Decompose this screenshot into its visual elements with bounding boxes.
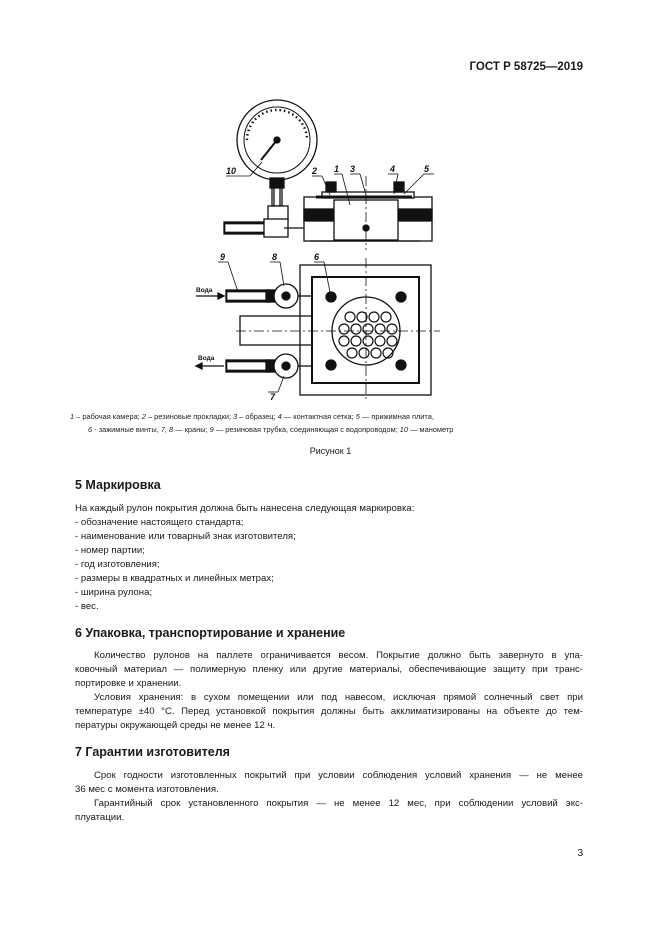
figure-title: Рисунок 1 [309,446,352,456]
section-6-line: пературы окружающей среды не менее 12 ч. [75,720,276,731]
section-5-line: - вес. [75,601,99,612]
label-3: 3 [350,164,356,174]
label-6: 6 [314,252,320,262]
section-5-line: На каждый рулон покрытия должна быть нанесена следующая маркировка: [75,503,415,514]
label-1: 1 [334,164,340,174]
label-7: 7 [270,392,276,402]
section-7-line: Гарантийный срок установленного покрытия — не менее 12 мес, при соблюдении условий экс- [94,798,583,809]
figure-legend-line-2: 6 - зажимные винты, 7, 8 — краны; 9 — резиновая трубка, соединяющая с водопроводом; 10 — манометр [88,425,454,434]
section-6-line: Условия хранения: в сухом помещении или под навесом, исключая прямой солнечный свет при [94,692,583,703]
apparatus-drawing [150,84,550,409]
section-7-heading: 7 Гарантии изготовителя [75,745,230,759]
section-6-line: Количество рулонов на паллете ограничивается весом. Покрытие должно быть завернуто в упа- [94,650,583,661]
section-5-line: - обозначение настоящего стандарта; [75,517,244,528]
section-7-line: 36 мес с момента изготовления. [75,784,219,795]
section-5-line: - наименование или товарный знак изготовителя; [75,531,296,542]
section-7-line: Срок годности изготовленных покрытий при условии соблюдения условий хранения — не менее [94,770,583,781]
section-5-line: - год изготовления; [75,559,160,570]
section-6-line: ковочный материал — полимерную пленку или другие материалы, обеспечивающие защиту при транс- [75,664,583,675]
standard-number: ГОСТ Р 58725—2019 [469,61,583,73]
water-in-label: Вода [196,287,213,294]
section-5-line: - номер партии; [75,545,145,556]
water-out-label: Вода [198,355,215,362]
label-4: 4 [390,164,396,174]
figure-legend-line-1: 1 – рабочая камера; 2 – резиновые прокладки; 3 – образец; 4 — контактная сетка; 5 — прижимная плита, [70,412,434,421]
label-9: 9 [220,252,226,262]
section-6-heading: 6 Упаковка, транспортирование и хранение [75,626,346,640]
section-5-line: - ширина рулона; [75,587,153,598]
label-5: 5 [424,164,430,174]
page-number: 3 [577,848,583,859]
label-8: 8 [272,252,278,262]
section-6-line: температуре ±40 °С. Перед установкой покрытия должны быть акклиматизированы на объекте до тем- [75,706,583,717]
label-2: 2 [312,166,318,176]
section-5-line: - размеры в квадратных и линейных метрах; [75,573,274,584]
section-7-line: плуатации. [75,812,125,823]
section-5-heading: 5 Маркировка [75,478,161,492]
section-6-line: портировке и хранении. [75,678,182,689]
label-10: 10 [226,166,237,176]
